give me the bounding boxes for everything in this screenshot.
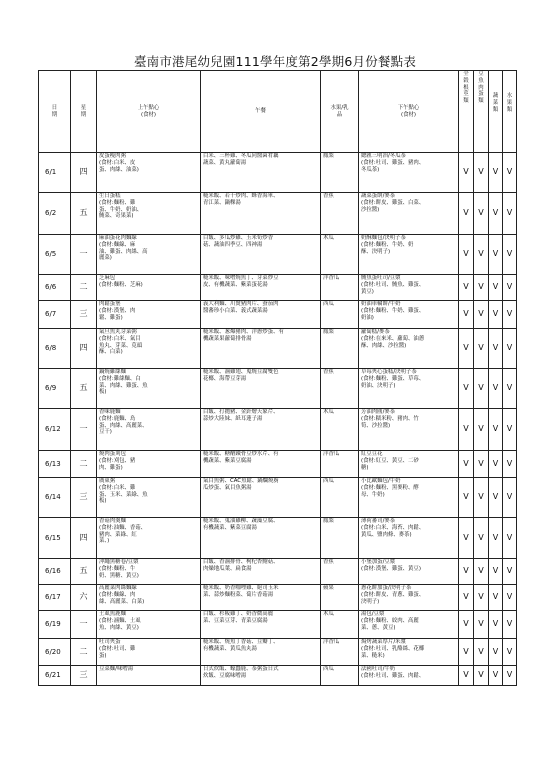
- weekday-cell: 二: [71, 451, 97, 478]
- weekday-cell: 六: [71, 585, 97, 611]
- tick-fruit: V: [503, 518, 517, 559]
- tick-protein: V: [474, 478, 489, 518]
- table-row: [39, 451, 517, 478]
- tick-fruit: V: [503, 193, 517, 235]
- tick-fruit: V: [503, 639, 517, 666]
- table-row: [39, 369, 517, 409]
- date-cell: 6/20: [39, 639, 71, 666]
- weekday-cell: 五: [71, 559, 97, 585]
- date-cell: 6/5: [39, 235, 71, 275]
- date-cell: 6/16: [39, 559, 71, 585]
- header-fruit-category: 水 果 類: [503, 71, 517, 153]
- fruit-cell: 木瓜: [321, 409, 359, 451]
- meal-table: [38, 70, 517, 686]
- weekday-cell: 四: [71, 518, 97, 559]
- lunch-cell: 糙米飯、糖醋鐵骨豆炒水芹、有 機蔬菜、紫菜豆腐湯: [201, 451, 321, 478]
- fruit-cell: 蘋果: [321, 585, 359, 611]
- header-pm-snack: 下午點心 (食材): [359, 71, 459, 153]
- tick-veg: V: [489, 611, 503, 639]
- table-row: [39, 559, 517, 585]
- weekday-cell: 一: [71, 235, 97, 275]
- header-date: 日 期: [39, 71, 71, 153]
- tick-veg: V: [489, 193, 503, 235]
- fruit-cell: 香蕉: [321, 559, 359, 585]
- pm-snack-cell: 湯包/豆漿 (食材:麵粉、絞肉、高麗 菜、蔥、黃豆): [359, 611, 459, 639]
- tick-protein: V: [474, 585, 489, 611]
- tick-protein: V: [474, 639, 489, 666]
- tick-veg: V: [489, 451, 503, 478]
- tick-grains: V: [459, 409, 474, 451]
- tick-veg: V: [489, 666, 503, 686]
- fruit-cell: 洋香瓜: [321, 451, 359, 478]
- fruit-cell: 洋香瓜: [321, 639, 359, 666]
- tick-fruit: V: [503, 451, 517, 478]
- table-row: [39, 585, 517, 611]
- date-cell: 6/2: [39, 193, 71, 235]
- table-row: [39, 235, 517, 275]
- tick-grains: V: [459, 369, 474, 409]
- am-snack-cell: 鍋燒雞絲麵 (食材:雞絲麵、白 菜、肉絲、雞蛋、魚 板): [97, 369, 201, 409]
- header-grains: 全 榖 根 莖 類: [459, 71, 474, 153]
- tick-fruit: V: [503, 235, 517, 275]
- tick-fruit: V: [503, 611, 517, 639]
- am-snack-cell: 氣旦魚丸芽菜粥 (食材:白米、氣目 魚丸、芽菜、莧頭 酥、白菜): [97, 329, 201, 369]
- pm-snack-cell: 草莓夾心蛋糕/決明子茶 (食材:麵粉、雞蛋、草莓、 奶油、決明子): [359, 369, 459, 409]
- am-snack-cell: 麻油蛋花肉麵線 (食材:麵線、麻 油、雞蛋、肉絲、高 麗菜): [97, 235, 201, 275]
- am-snack-cell: 高麗菜肉絲麵線 (食材:麵線、肉 絲、高麗菜、白菜): [97, 585, 201, 611]
- table-row: [39, 329, 517, 369]
- tick-veg: V: [489, 369, 503, 409]
- table-row: [39, 611, 517, 639]
- date-cell: 6/15: [39, 518, 71, 559]
- tick-veg: V: [489, 329, 503, 369]
- lunch-cell: 日式炊飯、蠔蠢鹿、茶粥蛋日式 炊飯、豆腐味噌湯: [201, 666, 321, 686]
- am-snack-cell: 廣東粥 (食材:白米、雞 蛋、玉米、菜綠、魚 板): [97, 478, 201, 518]
- table-row: [39, 193, 517, 235]
- header-am-snack: 上午點心 (食材): [97, 71, 201, 153]
- tick-fruit: V: [503, 301, 517, 329]
- table-row: [39, 639, 517, 666]
- table-row: [39, 666, 517, 686]
- date-cell: 6/13: [39, 451, 71, 478]
- table-row: [39, 518, 517, 559]
- tick-protein: V: [474, 275, 489, 301]
- lunch-cell: 白飯、香滷排骨、枸杞杏鮑菇、 肉燥地瓜葉、扁食湯: [201, 559, 321, 585]
- fruit-cell: 香蕉: [321, 369, 359, 409]
- date-cell: 6/8: [39, 329, 71, 369]
- lunch-cell: 糙米飯、葱爆豬肉、洋蔥炒蛋、有 機蔬菜果蘿蔔排骨湯: [201, 329, 321, 369]
- weekday-cell: 二: [71, 275, 97, 301]
- fruit-cell: 西瓜: [321, 666, 359, 686]
- tick-fruit: V: [503, 666, 517, 686]
- tick-grains: V: [459, 559, 474, 585]
- tick-protein: V: [474, 153, 489, 193]
- weekday-cell: 四: [71, 329, 97, 369]
- tick-grains: V: [459, 275, 474, 301]
- date-cell: 6/21: [39, 666, 71, 686]
- fruit-cell: 西瓜: [321, 301, 359, 329]
- tick-grains: V: [459, 235, 474, 275]
- tick-veg: V: [489, 518, 503, 559]
- tick-veg: V: [489, 153, 503, 193]
- fruit-cell: 香蕉: [321, 193, 359, 235]
- am-snack-cell: 燒肉蛋刈包 (食材:刈包、豬 肉、雞蛋): [97, 451, 201, 478]
- table-row: [39, 478, 517, 518]
- date-cell: 6/19: [39, 611, 71, 639]
- date-cell: 6/6: [39, 275, 71, 301]
- tick-fruit: V: [503, 585, 517, 611]
- tick-veg: V: [489, 409, 503, 451]
- lunch-cell: 義大利麵、川燙豬肉片、蚕茄肉 醬蕃珍小白菜、義式蔬菜湯: [201, 301, 321, 329]
- tick-veg: V: [489, 478, 503, 518]
- header-protein: 豆 魚 肉 蛋 類: [474, 71, 489, 153]
- lunch-cell: 白飯、打拋豬、金針燴天象芹、 蒜炒大陸妹、紙耳蓮子湯: [201, 409, 321, 451]
- tick-fruit: V: [503, 369, 517, 409]
- pm-snack-cell: 奶酥麵包/決明子茶 (食材:麵粉、牛奶、奶 酥、決明子): [359, 235, 459, 275]
- pm-snack-cell: 奶油車輪餅/牛奶 (食材:麵粉、牛奶、雞蛋、 奶油): [359, 301, 459, 329]
- weekday-cell: 三: [71, 666, 97, 686]
- tick-grains: V: [459, 451, 474, 478]
- am-snack-cell: 生日蛋糕 (食材:麵粉、雞 蛋、牛奶、奶油、 鮪菜、奇果菜): [97, 193, 201, 235]
- tick-fruit: V: [503, 153, 517, 193]
- tick-veg: V: [489, 559, 503, 585]
- fruit-cell: 鳳梨: [321, 518, 359, 559]
- date-cell: 6/1: [39, 153, 71, 193]
- tick-protein: V: [474, 518, 489, 559]
- lunch-cell: 白飯、杉粄雞丁、奶香微高麗 菜、豆菜豆芽、青菜豆腐湯: [201, 611, 321, 639]
- fruit-cell: 鳳梨: [321, 153, 359, 193]
- tick-grains: V: [459, 478, 474, 518]
- tick-grains: V: [459, 585, 474, 611]
- am-snack-cell: 芝麻包 (食材:麵粉、芝麻): [97, 275, 201, 301]
- tick-fruit: V: [503, 275, 517, 301]
- lunch-cell: 糙米飯、奶香咖哩雞、絕司玉米 菜、蒜炒麵粉菜、蔔片香菇湯: [201, 585, 321, 611]
- pm-snack-cell: 小堡加蛋/豆漿 (食材:漢堡、雞蛋、黃豆): [359, 559, 459, 585]
- tick-veg: V: [489, 235, 503, 275]
- lunch-cell: 糙米飯、滷雞翅、蒐燒豆腐雙色 花椰、海帶豆芽湯: [201, 369, 321, 409]
- tick-veg: V: [489, 639, 503, 666]
- pm-snack-cell: 蔬菜蛋餅/麥茶 (食材:餅皮、雞蛋、白菜、 沙拉醬): [359, 193, 459, 235]
- tick-fruit: V: [503, 559, 517, 585]
- lunch-cell: 白米、三杯雞、冬瓜同醬菌肴藕 蔬菜、黃丸蘿蔔湯: [201, 153, 321, 193]
- meal-table-body: [39, 153, 517, 686]
- am-snack-cell: 香菇肉羹麵 (食材:油麵、香菇、 豬肉、菜綠、紅 菜、): [97, 518, 201, 559]
- weekday-cell: 四: [71, 153, 97, 193]
- weekday-cell: 二: [71, 639, 97, 666]
- pm-snack-cell: 鮪魚蛋吐司/豆漿 (食材:吐司、鮪魚、雞蛋、 黃豆): [359, 275, 459, 301]
- tick-protein: V: [474, 409, 489, 451]
- am-snack-cell: 肉鬆蛋堡 (食材:漢堡、肉 鬆、雞蛋): [97, 301, 201, 329]
- tick-fruit: V: [503, 478, 517, 518]
- am-snack-cell: 吐司夾蛋 (食材:吐司、雞 蛋): [97, 639, 201, 666]
- table-row: [39, 153, 517, 193]
- tick-protein: V: [474, 369, 489, 409]
- tick-grains: V: [459, 518, 474, 559]
- tick-protein: V: [474, 666, 489, 686]
- pm-snack-cell: 薄荷蕃司/麥茶 (食材:白米、海苔、肉鬆、 黃瓜、鹽肉條、麥茶): [359, 518, 459, 559]
- tick-veg: V: [489, 585, 503, 611]
- tick-grains: V: [459, 611, 474, 639]
- weekday-cell: 一: [71, 611, 97, 639]
- tick-grains: V: [459, 153, 474, 193]
- tick-fruit: V: [503, 329, 517, 369]
- weekday-cell: 三: [71, 478, 97, 518]
- tick-fruit: V: [503, 409, 517, 451]
- weekday-cell: 三: [71, 301, 97, 329]
- pm-snack-cell: 蘿蔔糕/麥茶 (食材:在來米、蘿蔔、油蔥 酥、肉絲、沙拉醬): [359, 329, 459, 369]
- fruit-cell: 鳳梨: [321, 329, 359, 369]
- lunch-cell: 糙米飯、若干炒肉、蜂香海軍、 青江菜、鍋粿湯: [201, 193, 321, 235]
- pm-snack-cell: 小比歐麵包/牛奶 (食材:麵粉、黑麥粉、酵 母、牛奶): [359, 478, 459, 518]
- am-snack-cell: 豆菜麵/味噌湯: [97, 666, 201, 686]
- fruit-cell: 洋香瓜: [321, 275, 359, 301]
- pm-snack-cell: 焗烤蔬菜厚片/米漿 (食材:吐司、乳酪絲、花椰 菜、糙米): [359, 639, 459, 666]
- table-row: [39, 275, 517, 301]
- tick-grains: V: [459, 329, 474, 369]
- tick-grains: V: [459, 639, 474, 666]
- tick-grains: V: [459, 301, 474, 329]
- fruit-cell: 木瓜: [321, 235, 359, 275]
- table-row: [39, 409, 517, 451]
- tick-protein: V: [474, 329, 489, 369]
- header-veg: 蔬 菜 類: [489, 71, 503, 153]
- pm-snack-cell: 紅豆豆花 (食材:紅豆、黃豆、二砂 糖): [359, 451, 459, 478]
- date-cell: 6/12: [39, 409, 71, 451]
- date-cell: 6/9: [39, 369, 71, 409]
- lunch-cell: 白飯、多瓜炒雞、玉米筍炒香 菇、蔬油四季豆、四神湯: [201, 235, 321, 275]
- lunch-cell: 糙米飯、燒魚丁香菇、豆瓣丁、 有機蔬菜、黃瓜魚丸湯: [201, 639, 321, 666]
- tick-grains: V: [459, 193, 474, 235]
- weekday-cell: 五: [71, 369, 97, 409]
- pm-snack-cell: 蔥花餅加蛋/決明子茶 (食材:餅皮、青蔥、雞蛋、 決明子): [359, 585, 459, 611]
- am-snack-cell: 香味鹿麵 (食材:鹿麵、鳥 蛋、肉絲、高麗菜、 豆干): [97, 409, 201, 451]
- header-fruit: 水果/乳 品: [321, 71, 359, 153]
- pm-snack-cell: 法國吐司/牛奶 (食材:吐司、雞蛋、肉鬆、: [359, 666, 459, 686]
- tick-protein: V: [474, 193, 489, 235]
- tick-grains: V: [459, 666, 474, 686]
- weekday-cell: 一: [71, 409, 97, 451]
- page-title: 臺南市港尾幼兒園111學年度第2學期6月份餐點表: [133, 54, 417, 69]
- header-weekday: 星 期: [71, 71, 97, 153]
- tick-protein: V: [474, 301, 489, 329]
- weekday-cell: 五: [71, 193, 97, 235]
- pm-snack-cell: 芳油肉圓/麥茶 (食材:糯米粉、豬肉、竹 筍、沙拉醬): [359, 409, 459, 451]
- fruit-cell: 西瓜: [321, 478, 359, 518]
- tick-veg: V: [489, 275, 503, 301]
- tick-protein: V: [474, 235, 489, 275]
- date-cell: 6/14: [39, 478, 71, 518]
- lunch-cell: 糙米飯、味噌燒魚丁、芽菜炒豆 皮、有機蔬菜、紫菜蛋花湯: [201, 275, 321, 301]
- am-snack-cell: 土虱魚鹿麵 (食材:滷麵、土虱 魚、肉絲、黃豆): [97, 611, 201, 639]
- tick-protein: V: [474, 559, 489, 585]
- table-row: [39, 301, 517, 329]
- tick-protein: V: [474, 451, 489, 478]
- am-snack-cell: 皮蛋瘦肉粥 (食材:白米、皮 蛋、肉絲、油菜): [97, 153, 201, 193]
- fruit-cell: 木瓜: [321, 611, 359, 639]
- date-cell: 6/17: [39, 585, 71, 611]
- tick-veg: V: [489, 301, 503, 329]
- am-snack-cell: 沖繩黑糖卷/豆漿 (食材:麵粉、牛 奶、黑糖、黃豆): [97, 559, 201, 585]
- lunch-cell: 氣目魚粥、CAC魚鬆、鍋爛燒廚 瓜炒蛋、氣目魚粥湯: [201, 478, 321, 518]
- header-lunch: 午餐: [201, 71, 321, 153]
- date-cell: 6/7: [39, 301, 71, 329]
- pm-snack-cell: 總匯三明治/冬瓜茶 (食材:吐司、雞蛋、豬肉、 冬瓜茶): [359, 153, 459, 193]
- tick-protein: V: [474, 611, 489, 639]
- lunch-cell: 糙米飯、蒐油雞柳、蔬藻豆腐、 有機蔬菜、紫菜豆腐湯: [201, 518, 321, 559]
